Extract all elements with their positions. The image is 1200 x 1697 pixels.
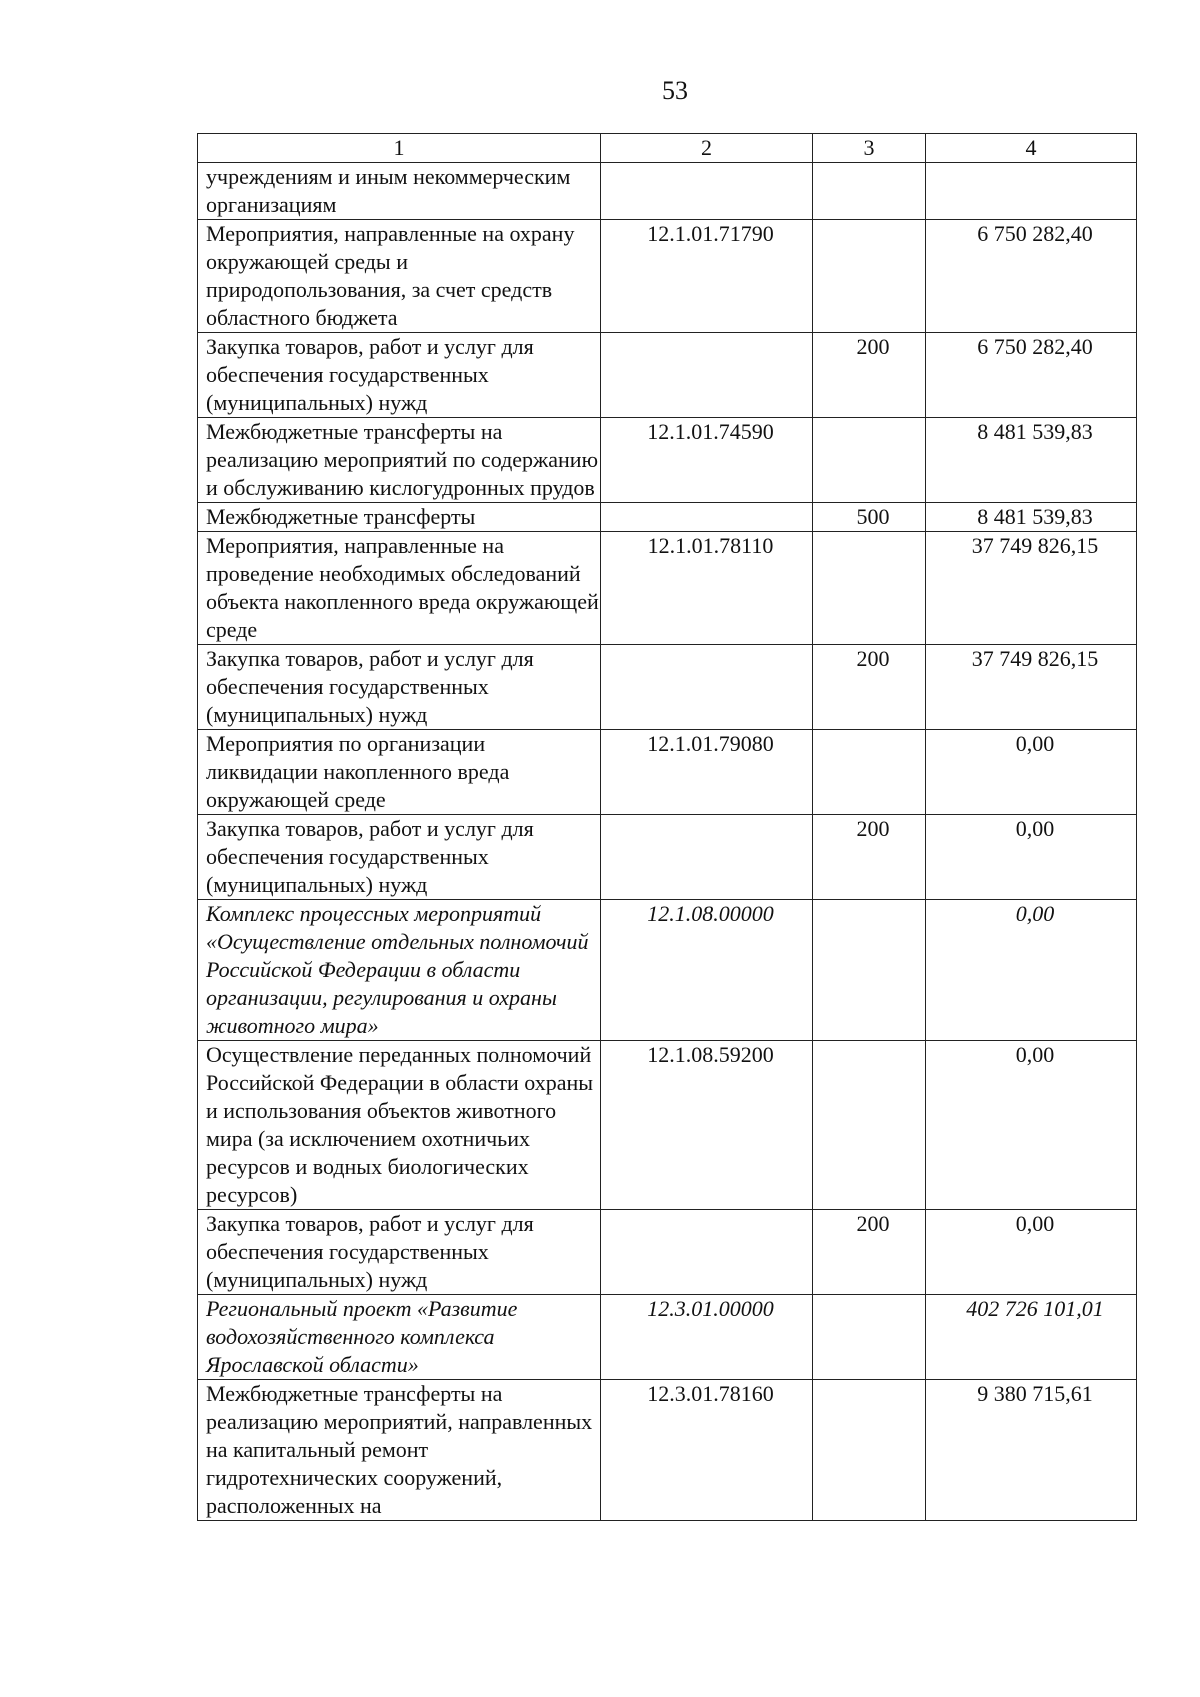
row-code	[601, 333, 813, 418]
row-sum: 8 481 539,83	[926, 418, 1137, 503]
row-sum: 8 481 539,83	[926, 503, 1137, 532]
table-row	[198, 418, 1137, 503]
row-sum: 37 749 826,15	[926, 532, 1137, 645]
table-row	[198, 1295, 1137, 1380]
table-row	[198, 503, 1137, 532]
table-row	[198, 1041, 1137, 1210]
table-row	[198, 1210, 1137, 1295]
row-name: Закупка товаров, работ и услуг для обеспечения государственных (муниципальных) нужд	[198, 1210, 601, 1295]
row-name: Закупка товаров, работ и услуг для обеспечения государственных (муниципальных) нужд	[198, 333, 601, 418]
row-code: 12.1.01.71790	[601, 220, 813, 333]
row-sum	[926, 163, 1137, 220]
row-sum: 0,00	[926, 1210, 1137, 1295]
row-sum: 402 726 101,01	[926, 1295, 1137, 1380]
row-vr	[813, 220, 926, 333]
table-row	[198, 333, 1137, 418]
table-row	[198, 645, 1137, 730]
row-sum: 37 749 826,15	[926, 645, 1137, 730]
row-code: 12.1.08.00000	[601, 900, 813, 1041]
header-col-3: 3	[813, 134, 926, 163]
row-name: Региональный проект «Развитие водохозяйственного комплекса Ярославской области»	[198, 1295, 601, 1380]
row-sum: 6 750 282,40	[926, 333, 1137, 418]
row-vr	[813, 163, 926, 220]
row-vr: 200	[813, 333, 926, 418]
table-row	[198, 163, 1137, 220]
page-number: 53	[662, 76, 688, 105]
row-code: 12.1.01.74590	[601, 418, 813, 503]
row-code	[601, 1210, 813, 1295]
row-name: Мероприятия, направленные на охрану окружающей среды и природопользования, за счет средств областного бюджета	[198, 220, 601, 333]
row-sum: 0,00	[926, 1041, 1137, 1210]
row-name: Межбюджетные трансферты на реализацию мероприятий, направленных на капитальный ремонт гидротехнических сооружений, расположенных на	[198, 1380, 601, 1521]
row-name: Мероприятия по организации ликвидации накопленного вреда окружающей среде	[198, 730, 601, 815]
row-vr	[813, 418, 926, 503]
header-col-1: 1	[198, 134, 601, 163]
row-name: Закупка товаров, работ и услуг для обеспечения государственных (муниципальных) нужд	[198, 815, 601, 900]
row-code: 12.1.08.59200	[601, 1041, 813, 1210]
row-vr	[813, 1041, 926, 1210]
row-vr	[813, 1380, 926, 1521]
row-sum: 6 750 282,40	[926, 220, 1137, 333]
row-sum: 0,00	[926, 815, 1137, 900]
row-sum: 0,00	[926, 900, 1137, 1041]
budget-table	[197, 133, 1137, 1521]
row-vr: 200	[813, 1210, 926, 1295]
row-code: 12.3.01.78160	[601, 1380, 813, 1521]
header-col-2: 2	[601, 134, 813, 163]
header-row	[198, 134, 1137, 163]
row-code: 12.1.01.78110	[601, 532, 813, 645]
row-name: Межбюджетные трансферты	[198, 503, 601, 532]
table-row	[198, 900, 1137, 1041]
row-vr	[813, 730, 926, 815]
table-row	[198, 220, 1137, 333]
table-body	[198, 163, 1137, 1521]
row-code	[601, 645, 813, 730]
row-code	[601, 503, 813, 532]
table-row	[198, 1380, 1137, 1521]
row-code: 12.1.01.79080	[601, 730, 813, 815]
table-row	[198, 730, 1137, 815]
row-vr: 200	[813, 645, 926, 730]
row-code	[601, 163, 813, 220]
row-vr: 200	[813, 815, 926, 900]
row-code	[601, 815, 813, 900]
row-vr	[813, 900, 926, 1041]
row-name: Закупка товаров, работ и услуг для обеспечения государственных (муниципальных) нужд	[198, 645, 601, 730]
row-name: Мероприятия, направленные на проведение необходимых обследований объекта накопленного вреда окружающей среде	[198, 532, 601, 645]
row-vr	[813, 532, 926, 645]
row-sum: 9 380 715,61	[926, 1380, 1137, 1521]
row-name: Осуществление переданных полномочий Российской Федерации в области охраны и использования объектов животного мира (за исключением охотничьих ресурсов и водных биологических ресурсов)	[198, 1041, 601, 1210]
row-name: Межбюджетные трансферты на реализацию мероприятий по содержанию и обслуживанию кислогудронных прудов	[198, 418, 601, 503]
table-row	[198, 532, 1137, 645]
row-vr	[813, 1295, 926, 1380]
row-vr: 500	[813, 503, 926, 532]
table-row	[198, 815, 1137, 900]
header-col-4: 4	[926, 134, 1137, 163]
row-sum: 0,00	[926, 730, 1137, 815]
row-code: 12.3.01.00000	[601, 1295, 813, 1380]
row-name: учреждениям и иным некоммерческим организациям	[198, 163, 601, 220]
row-name: Комплекс процессных мероприятий «Осуществление отдельных полномочий Российской Федерации в области организации, регулирования и охраны животного мира»	[198, 900, 601, 1041]
